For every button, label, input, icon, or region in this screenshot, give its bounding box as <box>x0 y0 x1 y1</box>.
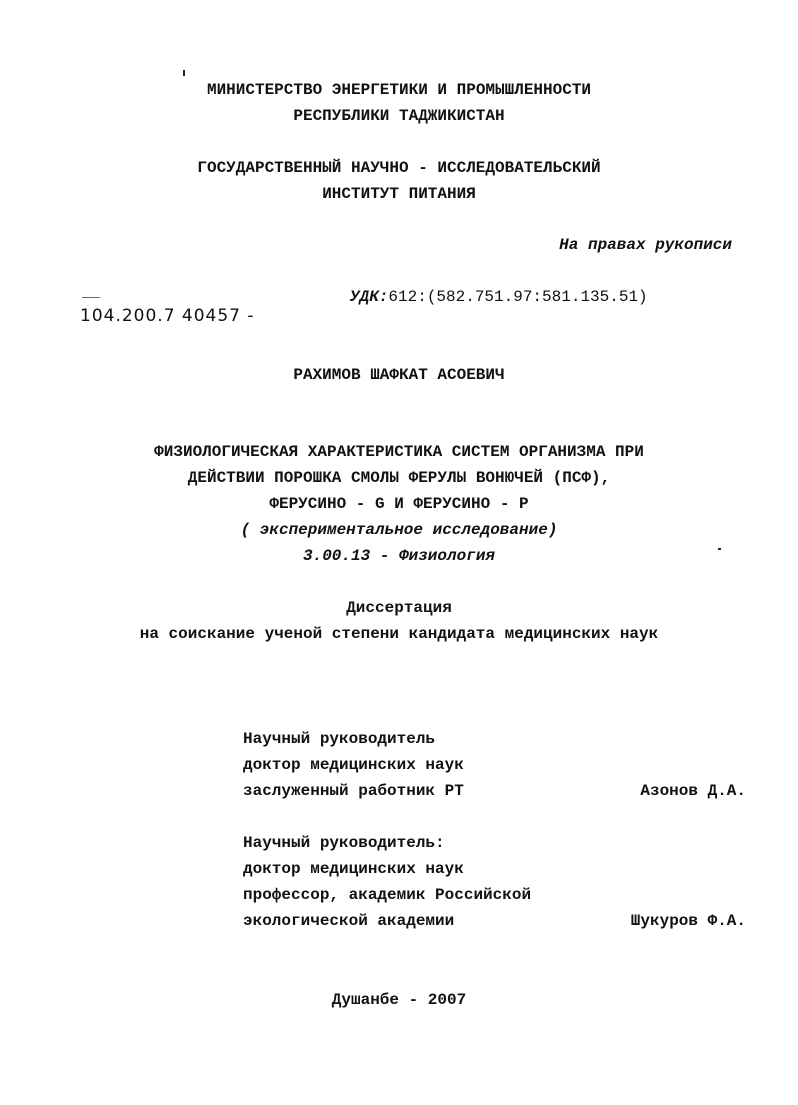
institute-line1: ГОСУДАРСТВЕННЫЙ НАУЧНО - ИССЛЕДОВАТЕЛЬСКИЙ <box>197 159 601 177</box>
supervisor2-name: Шукуров Ф.А. <box>630 912 746 930</box>
scan-speck <box>183 70 185 76</box>
supervisor1-name: Азонов Д.А. <box>640 782 746 800</box>
supervisor2-line1: Научный руководитель: <box>243 834 445 852</box>
title-line2: ДЕЙСТВИИ ПОРОШКА СМОЛЫ ФЕРУЛЫ ВОНЮЧЕЙ (ПСФ), <box>187 469 611 487</box>
dissertation-label: Диссертация <box>346 599 452 617</box>
supervisor2-line4: экологической академии <box>243 912 455 930</box>
supervisor2-line2: доктор медицинских наук <box>243 860 464 878</box>
manuscript-rights: На правах рукописи <box>559 236 732 254</box>
supervisor2-line3: профессор, академик Российской <box>243 886 532 904</box>
handwritten-number: 104.200.7 40457 - <box>80 306 255 326</box>
title-line1: ФИЗИОЛОГИЧЕСКАЯ ХАРАКТЕРИСТИКА СИСТЕМ ОРГАНИЗМА ПРИ <box>154 443 644 461</box>
footer-city-year: Душанбе - 2007 <box>331 991 467 1009</box>
supervisor1-line3: заслуженный работник РТ <box>243 782 464 800</box>
udc-value: 612:(582.751.97:581.135.51) <box>388 288 648 306</box>
institute-line2: ИНСТИТУТ ПИТАНИЯ <box>322 185 476 203</box>
supervisor1-line2: доктор медицинских наук <box>243 756 464 774</box>
title-subtitle: ( экспериментальное исследование) <box>240 521 558 539</box>
supervisor1-line1: Научный руководитель <box>243 730 436 748</box>
udc-label: УДК: <box>350 288 389 306</box>
degree-line: на соискание ученой степени кандидата медицинских наук <box>139 625 659 643</box>
udc-line <box>350 287 648 307</box>
title-line3: ФЕРУСИНО - G И ФЕРУСИНО - P <box>269 495 529 513</box>
ministry-line2: РЕСПУБЛИКИ ТАДЖИКИСТАН <box>293 107 505 125</box>
specialty: 3.00.13 - Физиология <box>302 547 496 565</box>
scan-speck <box>82 297 100 298</box>
ministry-line1: МИНИСТЕРСТВО ЭНЕРГЕТИКИ И ПРОМЫШЛЕННОСТИ <box>206 81 592 99</box>
author-name: РАХИМОВ ШАФКАТ АСОЕВИЧ <box>293 366 505 384</box>
